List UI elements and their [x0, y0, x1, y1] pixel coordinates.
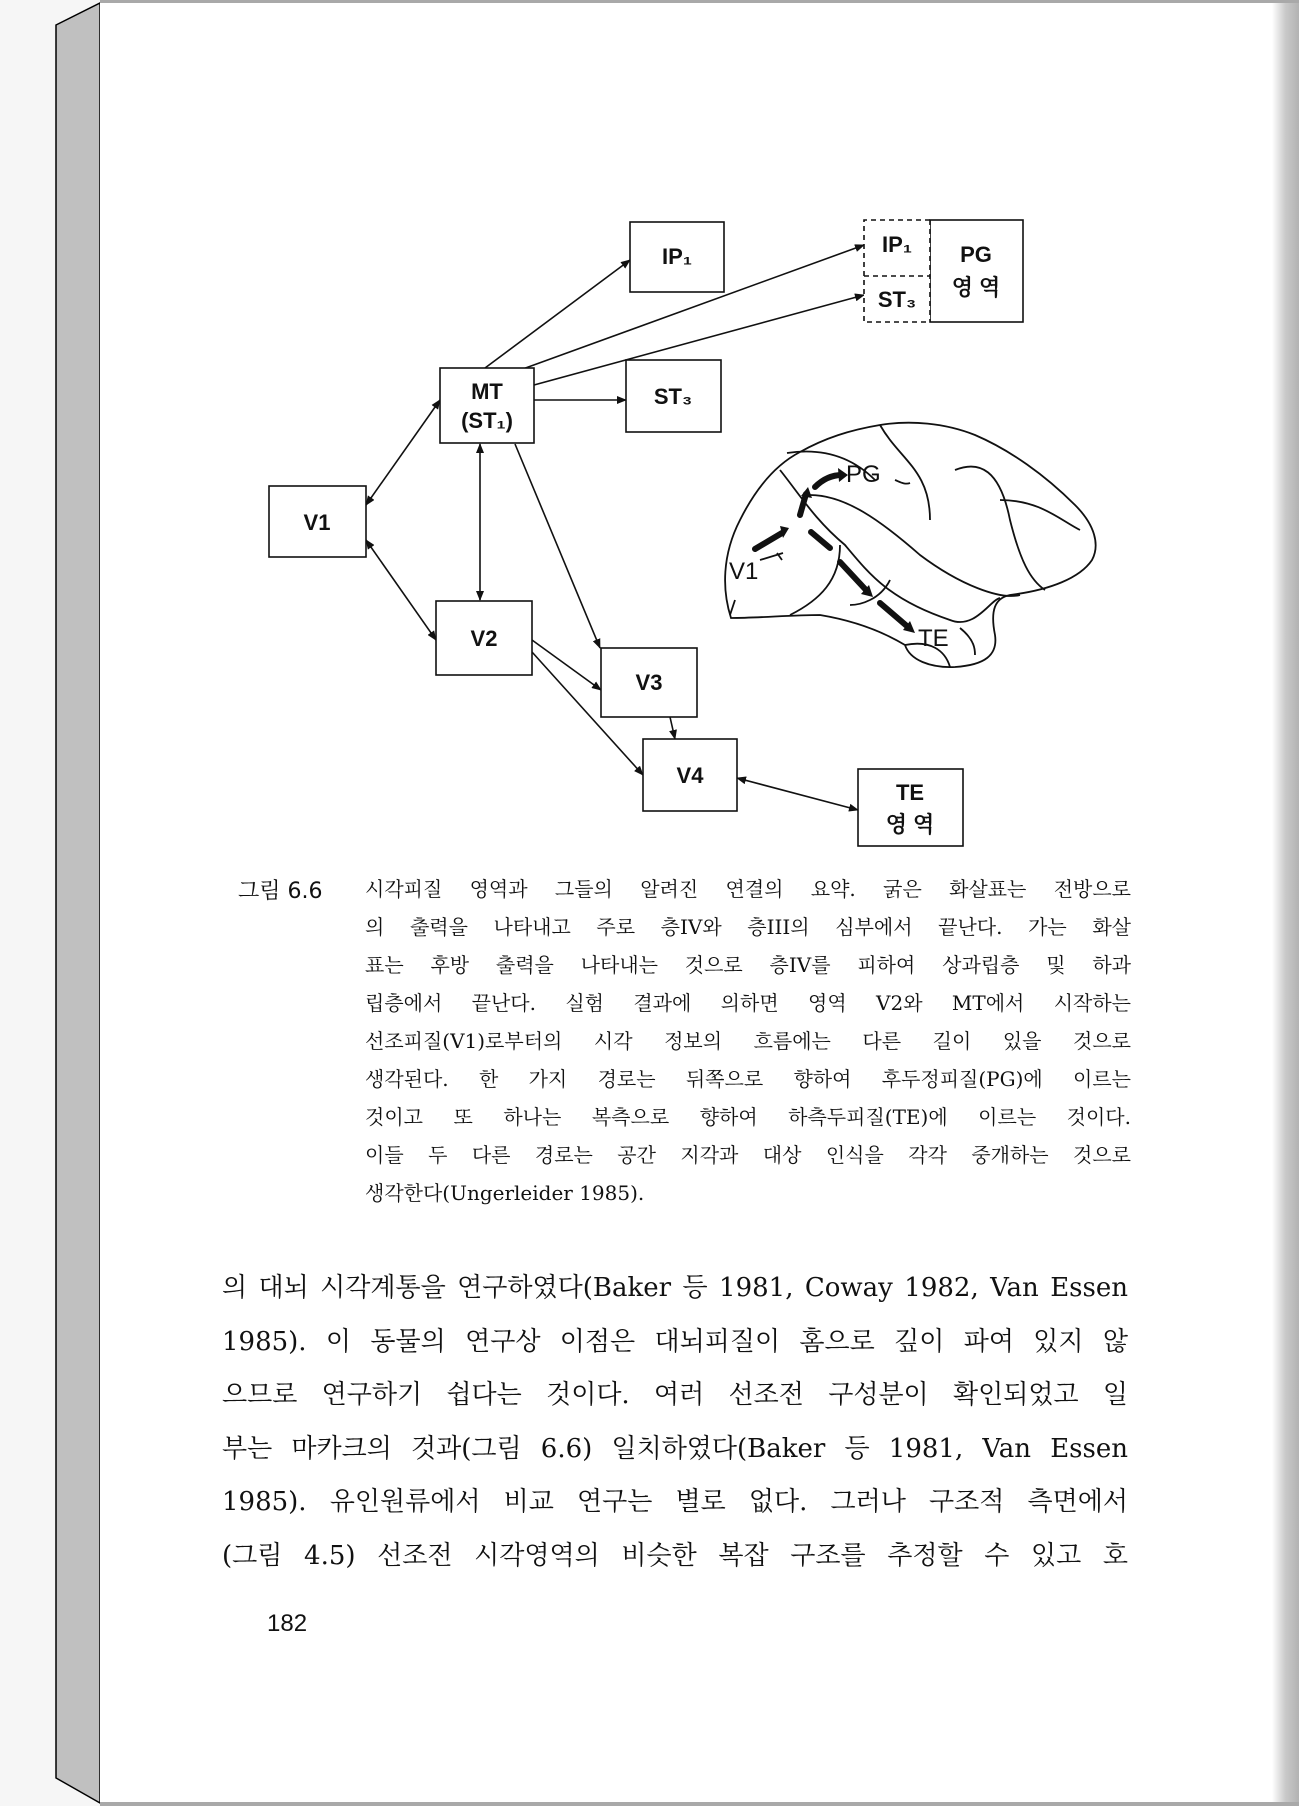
caption-line: 생각한다(Ungerleider 1985). — [365, 1181, 645, 1205]
label-st3-pg: ST₃ — [877, 287, 917, 312]
arrow-mt-ip1 — [485, 260, 630, 368]
caption-line: 립층에서 끝난다. 실험 결과에 의하면 영역 V2와 MT에서 시작하는 — [365, 991, 1131, 1015]
body-line: 1985). 유인원류에서 비교 연구는 별로 없다. 그러나 구조적 측면에서 — [222, 1487, 1128, 1517]
brain-label-pg: PG — [846, 461, 881, 488]
label-pg-area: 영 역 — [951, 275, 1001, 300]
arrow-v1-mt — [366, 400, 440, 505]
body-text — [222, 1262, 1128, 1583]
caption-line: 표는 후방 출력을 나타내는 것으로 층IV를 피하여 상과립층 및 하과 — [365, 953, 1131, 977]
label-v3: V3 — [635, 670, 663, 695]
label-mt-sub: (ST₁) — [461, 408, 513, 433]
figure-caption-label: 그림 6.6 — [238, 879, 323, 904]
caption-line: 이들 두 다른 경로는 공간 지각과 대상 인식을 각각 중개하는 것으로 — [365, 1143, 1131, 1167]
body-line: (그림 4.5) 선조전 시각영역의 비슷한 복잡 구조를 추정할 수 있고 호 — [222, 1540, 1128, 1571]
caption-line: 생각된다. 한 가지 경로는 뒤쪽으로 향하여 후두정피질(PG)에 이르는 — [365, 1067, 1131, 1091]
body-line: 으므로 연구하기 쉽다는 것이다. 여러 선조전 구성분이 확인되었고 일 — [222, 1380, 1128, 1410]
label-mt: MT — [471, 379, 503, 404]
body-line: 1985). 이 동물의 연구상 이점은 대뇌피질이 홈으로 깊이 파여 있지 않 — [222, 1326, 1128, 1357]
page-number: 182 — [267, 1610, 308, 1637]
box-ip1-pg-area — [930, 220, 1023, 322]
label-v4: V4 — [676, 763, 704, 788]
label-v2: V2 — [470, 626, 498, 651]
arrow-v2-v3 — [532, 640, 601, 690]
label-te: TE — [895, 780, 925, 805]
arrow-v4-te — [737, 778, 858, 810]
label-v1: V1 — [303, 510, 331, 535]
brain-illustration — [725, 423, 1096, 667]
arrow-v1-v2 — [366, 540, 436, 640]
connection-arrows — [366, 245, 864, 810]
arrow-v3-v4 — [670, 717, 675, 739]
body-line: 의 대뇌 시각계통을 연구하였다(Baker 등 1981, Coway 1982, Van Essen — [222, 1273, 1128, 1303]
caption-line: 시각피질 영역과 그들의 알려진 연결의 요약. 굵은 화살표는 전방으로 — [365, 877, 1131, 901]
body-line: 부는 마카크의 것과(그림 6.6) 일치하였다(Baker 등 1981, Van Essen — [222, 1433, 1128, 1464]
label-pg: PG — [960, 242, 992, 267]
label-st3: ST₃ — [653, 384, 693, 409]
figure-caption — [365, 870, 1131, 1212]
brain-label-te: TE — [918, 625, 949, 652]
caption-line: 의 출력을 나타내고 주로 층IV와 층III의 심부에서 끝난다. 가는 화살 — [365, 915, 1131, 939]
caption-line: 선조피질(V1)로부터의 시각 정보의 흐름에는 다른 길이 있을 것으로 — [365, 1029, 1131, 1053]
label-ip1-pg: IP₁ — [882, 232, 912, 257]
brain-label-v1: V1 — [729, 558, 759, 585]
label-ip1: IP₁ — [662, 244, 692, 269]
caption-line: 것이고 또 하나는 복측으로 향하여 하측두피질(TE)에 이르는 것이다. — [365, 1105, 1131, 1129]
label-te-area: 영 역 — [885, 812, 935, 837]
